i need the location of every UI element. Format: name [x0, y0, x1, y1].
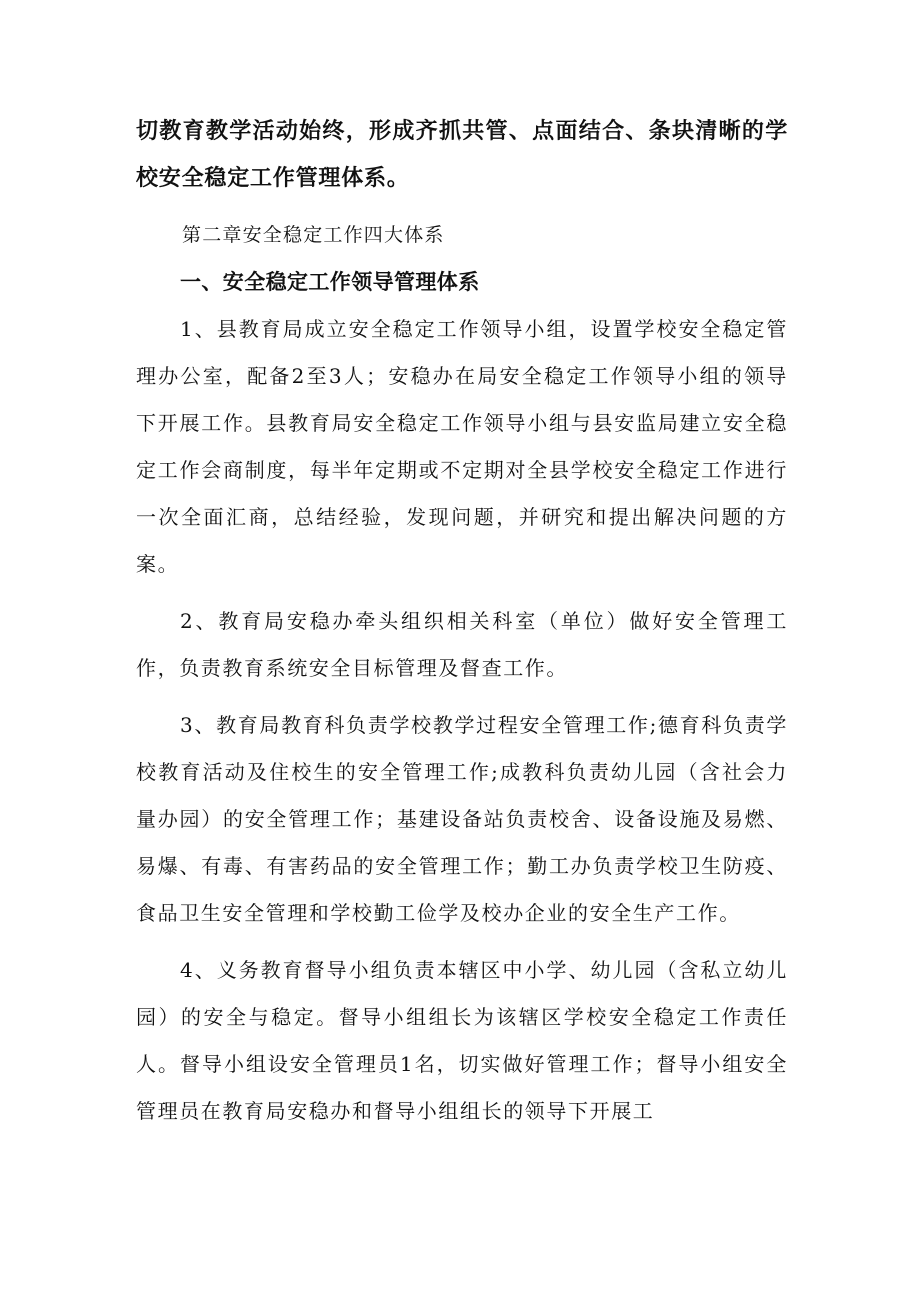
chapter-heading: 第二章安全稳定工作四大体系	[182, 224, 445, 246]
paragraph-item-2: 2、教育局安稳办牵头组织相关科室（单位）做好安全管理工作，负责教育系统安全目标管理及督查工作。	[136, 609, 788, 680]
paragraph-item-1: 1、县教育局成立安全稳定工作领导小组，设置学校安全稳定管理办公室，配备2至3人；安稳办在局安全稳定工作领导小组的领导下开展工作。县教育局安全稳定工作领导小组与县安监局建立安全稳定工作会商制度，每半年定期或不定期对全县学校安全稳定工作进行一次全面汇商，总结经验，发现问题，并研究和提出解决问题的方案。	[136, 317, 788, 576]
continuation-paragraph: 切教育教学活动始终，形成齐抓共管、点面结合、条块清晰的学校安全稳定工作管理体系。	[136, 119, 788, 191]
paragraph-item-4: 4、义务教育督导小组负责本辖区中小学、幼儿园（含私立幼儿园）的安全与稳定。督导小组组长为该辖区学校安全稳定工作责任人。督导小组设安全管理员1名，切实做好管理工作；督导小组安全管理员在教育局安稳办和督导小组组长的领导下开展工	[136, 958, 788, 1123]
paragraph-item-3: 3、教育局教育科负责学校教学过程安全管理工作;德育科负责学校教育活动及住校生的安全管理工作;成教科负责幼儿园（含社会力量办园）的安全管理工作；基建设备站负责校舍、设备设施及易燃、易爆、有毒、有害药品的安全管理工作；勤工办负责学校卫生防疫、食品卫生安全管理和学校勤工俭学及校办企业的安全生产工作。	[136, 713, 788, 925]
document-page	[136, 108, 788, 1135]
section-heading: 一、安全稳定工作领导管理体系	[180, 270, 480, 294]
